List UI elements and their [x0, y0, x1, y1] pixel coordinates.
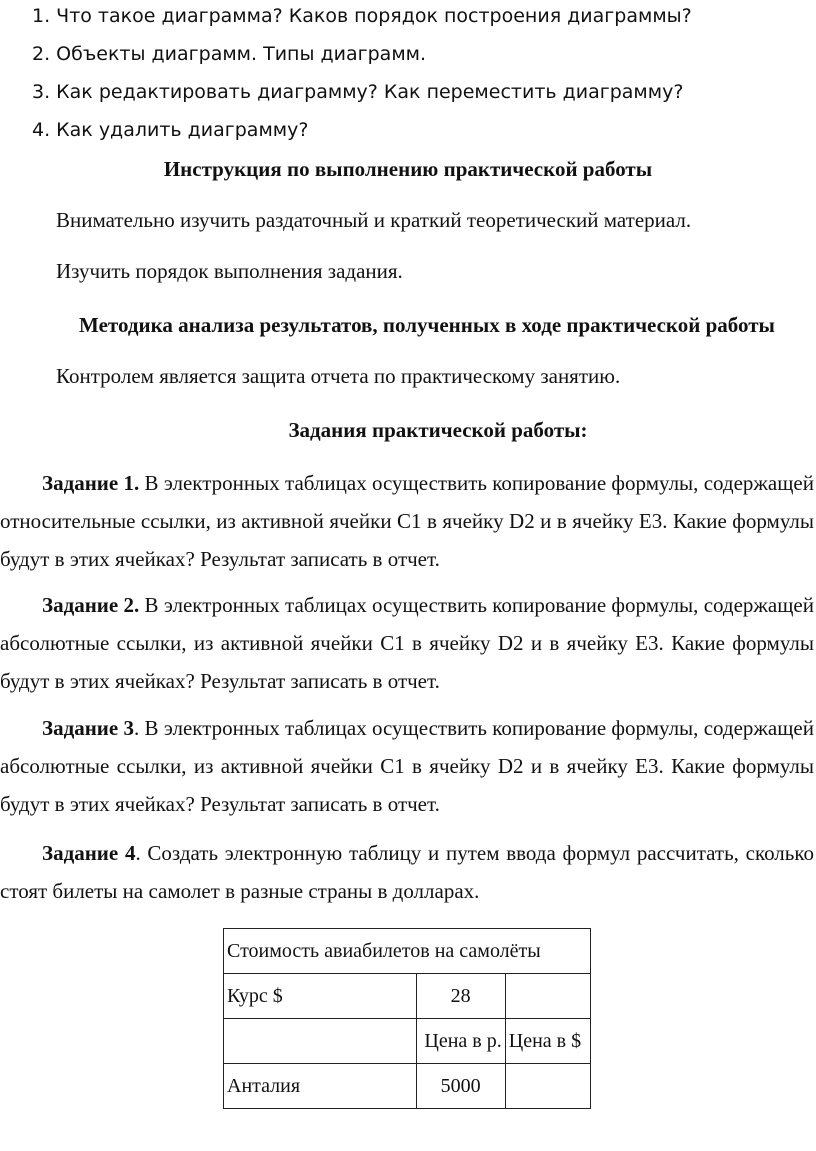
task-2	[0, 586, 814, 700]
task-3-text: . В электронных таблицах осуществить копирование формулы, содержащей абсолютные ссылки, из активной ячейки С1 в ячейку D2 и в ячейку Е3. Какие формулы будут в этих ячейках? Результат записать в отчет.	[0, 716, 814, 816]
instructions-heading: Инструкция по выполнению практической работы	[163, 157, 653, 181]
question-1: 1. Что такое диаграмма? Каков порядок построения диаграммы?	[32, 5, 692, 27]
price-rub: 5000	[416, 1064, 505, 1109]
airfare-table	[223, 928, 591, 1109]
task-2-label: Задание 2.	[42, 593, 140, 617]
col-rub-header: Цена в р.	[416, 1019, 505, 1064]
task-4	[0, 834, 814, 910]
question-2: 2. Объекты диаграмм. Типы диаграмм.	[32, 43, 427, 65]
price-usd	[505, 1064, 590, 1109]
instructions-line-2: Изучить порядок выполнения задания.	[56, 259, 403, 283]
task-3	[0, 709, 814, 823]
instructions-line-1: Внимательно изучить раздаточный и краткий теоретический материал.	[56, 208, 692, 232]
table-rate-row	[224, 974, 591, 1019]
rate-label: Курс $	[224, 974, 417, 1019]
method-heading: Методика анализа результатов, полученных в ходе практической работы	[79, 313, 775, 337]
table-title-row	[224, 929, 591, 974]
rate-empty-cell	[505, 974, 590, 1019]
col-usd-header: Цена в $	[505, 1019, 590, 1064]
task-4-text: . Создать электронную таблицу и путем ввода формул рассчитать, сколько стоят билеты на самолет в разные страны в долларах.	[0, 841, 815, 903]
task-1-text: В электронных таблицах осуществить копирование формулы, содержащей относительные ссылки, из активной ячейки С1 в ячейку D2 и в ячейку Е3. Какие формулы будут в этих ячейках? Результат записать в отчет.	[0, 471, 814, 571]
task-1-label: Задание 1.	[42, 471, 140, 495]
rate-value: 28	[416, 974, 505, 1019]
table-header-row	[224, 1019, 591, 1064]
question-4: 4. Как удалить диаграмму?	[32, 119, 309, 141]
table-row	[224, 1064, 591, 1109]
task-3-label: Задание 3	[42, 716, 135, 740]
task-4-label: Задание 4	[42, 841, 136, 865]
header-empty-cell	[224, 1019, 417, 1064]
task-2-text: В электронных таблицах осуществить копирование формулы, содержащей абсолютные ссылки, из активной ячейки С1 в ячейку D2 и в ячейку Е3. Какие формулы будут в этих ячейках? Результат записать в отчет.	[0, 593, 814, 693]
question-3: 3. Как редактировать диаграмму? Как переместить диаграмму?	[32, 81, 684, 103]
method-line: Контролем является защита отчета по практическому занятию.	[56, 364, 621, 388]
table-title: Стоимость авиабилетов на самолёты	[224, 929, 591, 974]
task-1	[0, 464, 814, 578]
destination-name: Анталия	[224, 1064, 417, 1109]
tasks-heading: Задания практической работы:	[288, 418, 588, 442]
